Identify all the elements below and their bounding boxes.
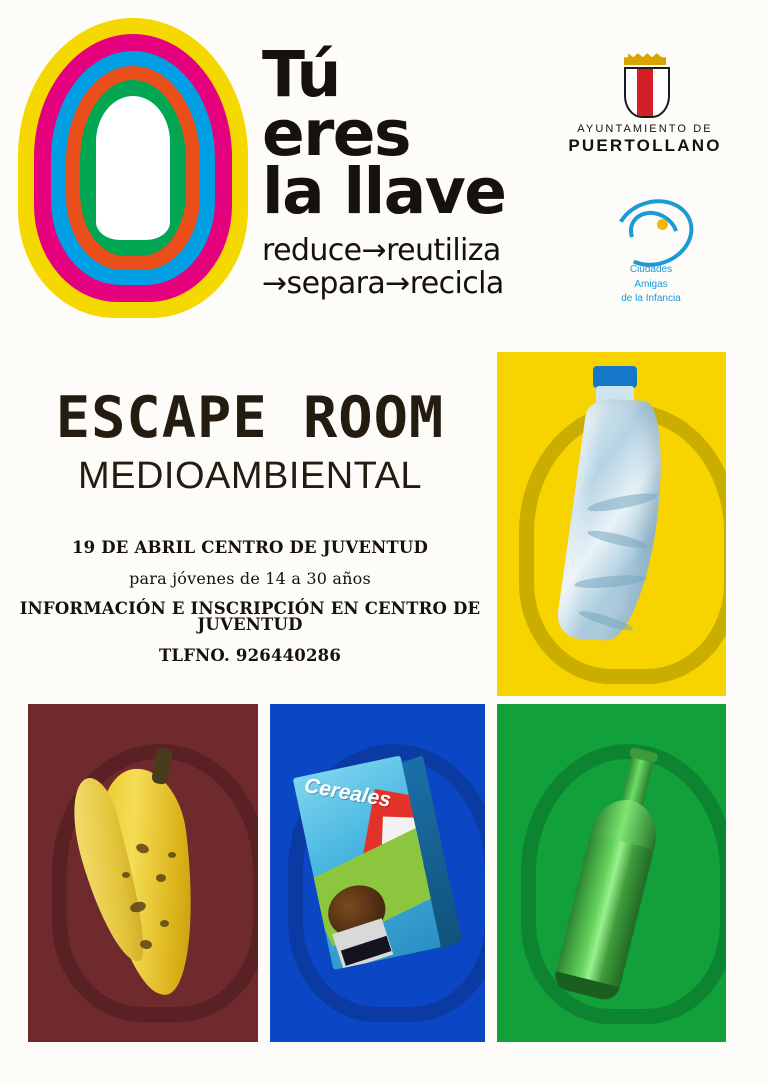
info-date-place: 19 DE ABRIL CENTRO DE JUVENTUD [71,538,429,557]
glass-bottle-body [553,834,654,997]
campaign-slogan [262,38,552,302]
shield-band [637,67,653,118]
event-info [0,540,500,678]
slogan-sub-line-1: reduce→reutiliza [262,232,501,268]
slogan-sub-line-2: →separa→recicla [262,266,504,302]
info-phone: TLFNO. 926440286 [158,645,342,665]
yellow-plastic-bottle-panel [497,352,726,696]
green-glass-bottle-panel [497,704,726,1042]
bottle-crease [586,527,648,551]
info-registration: INFORMACIÓN E INSCRIPCIÓN EN CENTRO DE JUVENTUD [19,598,481,634]
banana-spot [160,920,169,927]
cai-line-3: de la Infancia [621,293,681,304]
ayuntamiento-logo [555,52,735,156]
poster-header [0,0,768,340]
bottle-cap [593,366,637,388]
key-logo [18,18,248,318]
keyhole-icon [96,96,170,240]
slogan-line-1: Tú [262,38,340,111]
slogan-line-2: eres [262,96,411,170]
maroon-banana-peel-panel [28,704,258,1042]
banana-spot [156,874,166,882]
ciudades-amigas-logo [596,200,706,306]
shield-icon [624,67,670,118]
coat-of-arms-icon [616,52,674,114]
bottle-body [554,398,673,642]
info-age-range: para jóvenes de 14 a 30 años [129,568,371,588]
bottle-crease [574,573,646,590]
city-name: PUERTOLLANO [568,136,722,155]
banana-spot [122,872,130,878]
cereal-brand-label: Cereales [302,773,393,812]
ayuntamiento-label: AYUNTAMIENTO DE [577,123,713,135]
cai-mark-icon [608,200,694,262]
cai-dot [657,219,668,230]
bottle-crease [587,490,658,515]
crown-icon [624,52,666,65]
cai-line-1: Ciudades [629,264,673,275]
crushed-plastic-bottle-image [565,366,665,666]
event-title: ESCAPE ROOM [55,385,445,451]
banana-stem [151,747,173,785]
cai-line-2: Amigas [634,278,668,290]
banana-peel-image [68,734,228,1014]
slogan-line-3: la llave [262,155,506,229]
banana-spot [168,852,176,858]
event-subtitle: MEDIOAMBIENTAL [77,455,423,497]
page-title [0,385,500,497]
bottle-crease [577,608,634,634]
blue-cereal-box-panel [270,704,485,1042]
